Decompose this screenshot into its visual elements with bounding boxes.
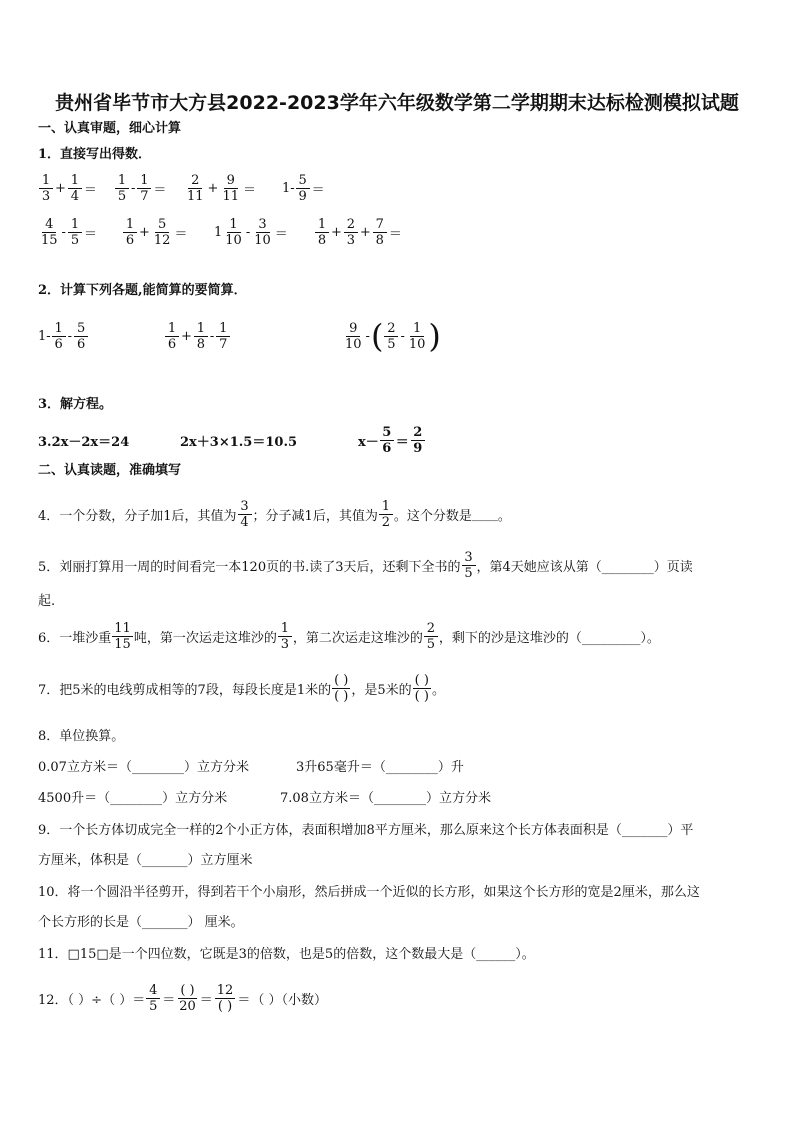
q2-expr-2: $\frac{1}{6}$ + $\frac{1}{8}$ - $\frac{1}{7}$ bbox=[164, 316, 231, 356]
q3-equation-3: x－ $\frac{5}{6}$ ＝ $\frac{2}{9}$ bbox=[358, 420, 426, 460]
q2-expr-3: $\frac{9}{10}$ - ( $\frac{2}{5}$ - $\frac{1}{10}$ ) bbox=[345, 317, 441, 355]
q10-line-2: 个长方形的长是（_______） 厘米。 bbox=[38, 915, 244, 930]
q1-expr-3: $\frac{2}{11}$ + $\frac{9}{11}$ ＝ bbox=[187, 172, 257, 204]
q1-expr-5: $\frac{4}{15}$ - $\frac{1}{5}$ ＝ bbox=[41, 216, 97, 248]
q4-answer-blank: ____ bbox=[471, 506, 498, 522]
q8-item-1: 0.07立方米＝（________）立方分米 bbox=[38, 760, 249, 775]
q2-expr-1: 1- $\frac{1}{6}$ - $\frac{5}{6}$ bbox=[38, 316, 89, 356]
q1-expr-4: 1- $\frac{5}{9}$ ＝ bbox=[282, 172, 325, 204]
q3-equation-1: 3.2x－2x＝24 bbox=[38, 434, 130, 450]
q8-label: 8．单位换算。 bbox=[38, 729, 125, 744]
q4: 4．一个分数，分子加1后，其值为 $\frac{3}{4}$ ；分子减1后，其值为 $\frac{1}{2}$ 。这个分数是 ____ 。 bbox=[38, 498, 511, 530]
q1-expr-1: $\frac{1}{3}$ + $\frac{1}{4}$ ＝ bbox=[38, 168, 98, 208]
q1-expr-2: $\frac{1}{5}$ - $\frac{1}{7}$ ＝ bbox=[114, 168, 167, 208]
q9-line-1: 9．一个长方体切成完全一样的2个小正方体，表面积增加8平方厘米，那么原来这个长方体表面积是（_______）平 bbox=[38, 823, 694, 838]
q1-label: 1．直接写出得数． bbox=[38, 147, 152, 162]
q1-expr-7: 1 $\frac{1}{10}$ - $\frac{3}{10}$ ＝ bbox=[214, 216, 288, 248]
q9-line-2: 方厘米，体积是（_______）立方厘米 bbox=[38, 853, 253, 868]
q5-continuation: 起. bbox=[38, 594, 56, 609]
page-title: 贵州省毕节市大方县2022-2023学年六年级数学第二学期期末达标检测模拟试题 bbox=[55, 92, 739, 114]
q7: 7．把5米的电线剪成相等的7段，每段长度是1米的 $\frac{( )}{( )}$ ，是5米的 $\frac{( )}{( )}$ 。 bbox=[38, 672, 445, 704]
q12: 12．（ ）÷（ ）＝ $\frac{4}{5}$ ＝ $\frac{( )}{20}$ ＝ $\frac{12}{( )}$ ＝ （ ）（小数） bbox=[38, 982, 327, 1014]
q11: 11．□15□是一个四位数，它既是3的倍数，也是5的倍数，这个数最大是（______）。 bbox=[38, 947, 535, 962]
section-1-heading: 一、认真审题，细心计算 bbox=[38, 121, 182, 136]
q6: 6．一堆沙重 $\frac{11}{15}$ 吨，第一次运走这堆沙的 $\frac{1}{3}$ ，第二次运走这堆沙的 $\frac{2}{5}$ ，剩下的沙是这堆沙的（_________）。 bbox=[38, 620, 660, 652]
q2-label: 2．计算下列各题,能简算的要简算． bbox=[38, 283, 247, 298]
q1-expr-8: $\frac{1}{8}$ + $\frac{2}{3}$ + $\frac{7}{8}$ ＝ bbox=[314, 212, 403, 252]
q8-item-4: 7.08立方米＝（________）立方分米 bbox=[280, 791, 491, 806]
q8-item-3: 4500升＝（________）立方分米 bbox=[38, 791, 228, 806]
q3-equation-2: 2x＋3×1.5＝10.5 bbox=[180, 434, 298, 450]
q10-line-1: 10．将一个圆沿半径剪开，得到若干个小扇形，然后拼成一个近似的长方形，如果这个长方形的宽是2厘米，那么这 bbox=[38, 885, 700, 900]
q3-label: 3．解方程。 bbox=[38, 397, 113, 412]
q1-expr-6: $\frac{1}{6}$ + $\frac{5}{12}$ ＝ bbox=[122, 212, 188, 252]
q8-item-2: 3升65毫升＝（________）升 bbox=[296, 760, 464, 775]
section-2-heading: 二、认真读题，准确填写 bbox=[38, 463, 182, 478]
q5: 5．刘丽打算用一周的时间看完一本120页的书.读了3天后，还剩下全书的 $\frac{3}{5}$ ，第4天她应该从第（________）页读 bbox=[38, 549, 693, 581]
